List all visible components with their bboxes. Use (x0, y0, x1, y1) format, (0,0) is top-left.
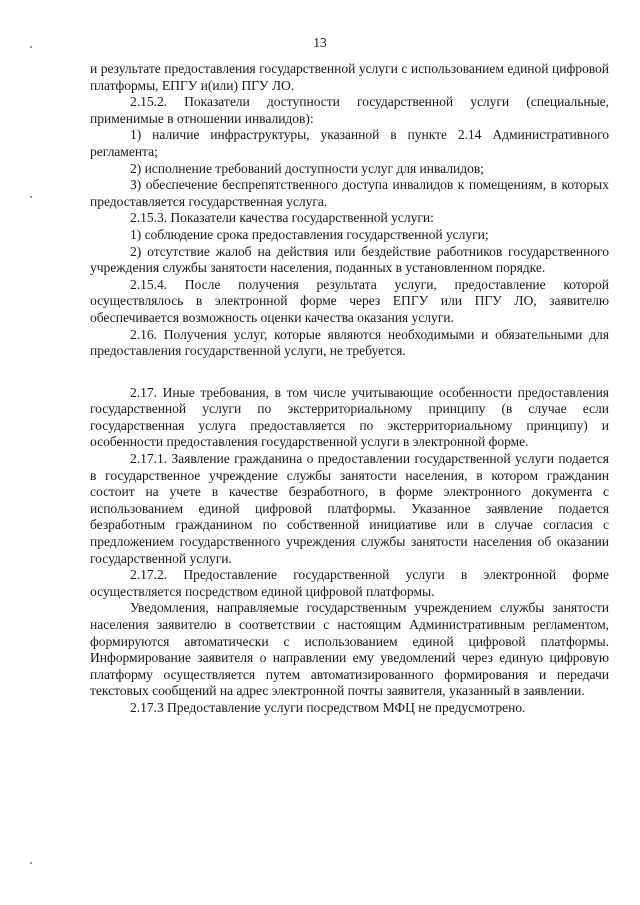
paragraph-2-15-3: 2.15.3. Показатели качества государственной услуги: (130, 210, 434, 226)
paragraph-2-15-4: 2.15.4. После получения результата услуги, предоставление которой осуществлялось в электронной форме через ЕПГУ или ПГУ ЛО, заявителю обеспечивается возможность оценки качества оказания услуги. (90, 276, 609, 325)
page-number: 13 (313, 35, 327, 50)
paragraph-notifications: Уведомления, направляемые государственным учреждением службы занятости населения заявителю в соответствии с настоящим Административным регламентом, формируются автоматически с использованием единой цифровой платформы. Информирование заявителя о направлении ему уведомлений через единую цифровую платформу осуществляется путем автоматизированного формирования и передачи текстовых сообщений на адрес электронной почты заявителя, указанный в заявлении. (90, 600, 609, 699)
list-item-accessibility-2: 2) исполнение требований доступности услуг для инвалидов; (130, 160, 484, 176)
paragraph-continuation: и результате предоставления государственной услуги с использованием единой цифровой платформы, ЕПГУ и(или) ПГУ ЛО. (90, 61, 609, 93)
list-item-quality-1: 1) соблюдение срока предоставления государственной услуги; (130, 226, 489, 242)
scan-margin-mark (30, 196, 32, 198)
paragraph-2-17-3: 2.17.3 Предоставление услуги посредством МФЦ не предусмотрено. (130, 699, 526, 715)
paragraph-2-15-2: 2.15.2. Показатели доступности государственной услуги (специальные, применимые в отношении инвалидов): (90, 94, 609, 126)
document-body (90, 61, 609, 717)
list-item-quality-2: 2) отсутствие жалоб на действия или бездействие работников государственного учреждения службы занятости населения, поданных в установленном порядке. (90, 243, 609, 276)
scan-margin-mark (30, 862, 32, 864)
paragraph-2-17-1: 2.17.1. Заявление гражданина о предоставлении государственной услуги подается в государственное учреждение службы занятости населения, в котором гражданин состоит на учете в качестве безработного, в форме электронного документа с использованием единой цифровой платформы. Указанное заявление подается безработным гражданином по собственной инициативе или в случае согласия с предложением государственного учреждения службы занятости населения об оказании государственной услуги. (90, 451, 609, 566)
list-item-accessibility-3: 3) обеспечение беспрепятственного доступа инвалидов к помещениям, в которых предоставляется государственная услуга. (90, 177, 609, 209)
scan-margin-mark (30, 46, 32, 48)
paragraph-2-17: 2.17. Иные требования, в том числе учитывающие особенности предоставления государственной услуги по экстерриториальному принципу (в случае если государственная услуга предоставляется по экстерриториальному принципу) и особенности предоставления государственной услуги в электронной форме. (90, 384, 609, 450)
paragraph-2-16: 2.16. Получения услуг, которые являются необходимыми и обязательными для предоставления государственной услуги, не требуется. (90, 326, 609, 359)
paragraph-2-17-2: 2.17.2. Предоставление государственной услуги в электронной форме осуществляется посредством единой цифровой платформы. (90, 567, 609, 599)
list-item-accessibility-1: 1) наличие инфраструктуры, указанной в пункте 2.14 Административного регламента; (90, 127, 609, 159)
